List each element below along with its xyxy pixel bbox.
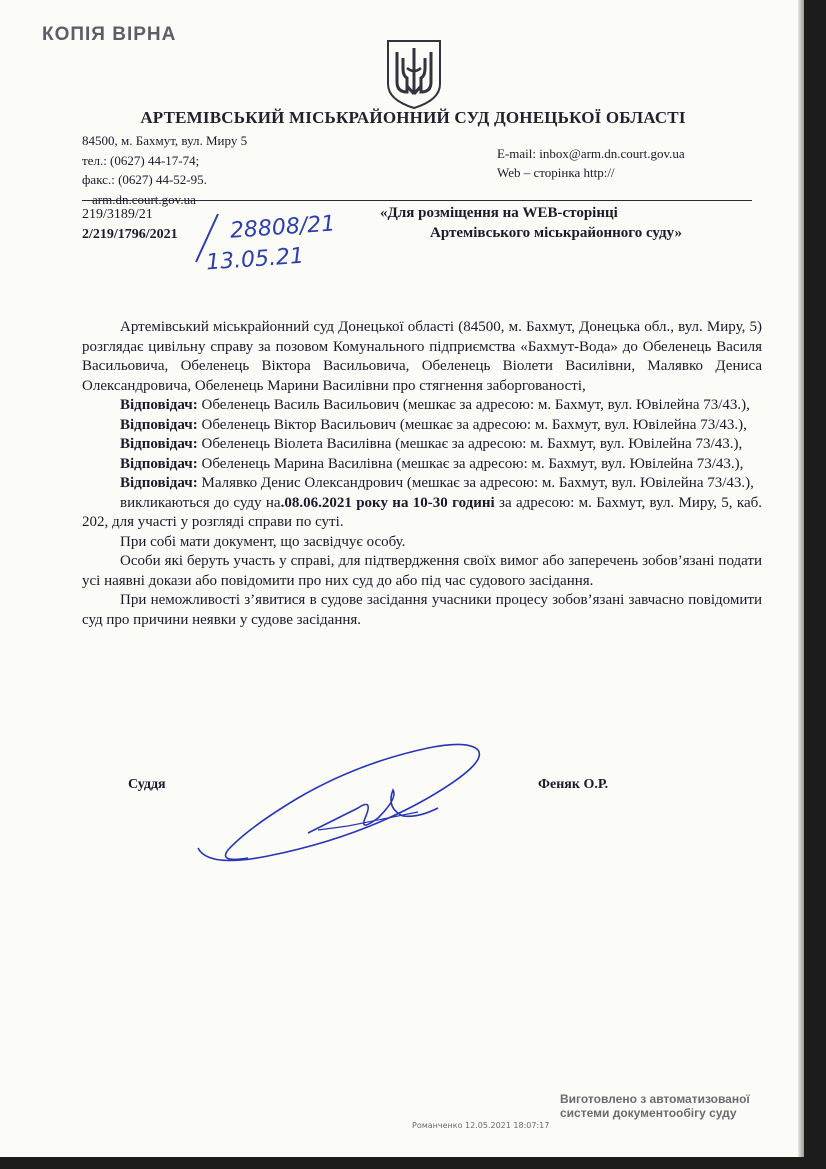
copy-stamp: КОПІЯ ВІРНА [42, 24, 177, 45]
handwritten-registration [203, 209, 338, 278]
web-note-line1: «Для розміщення на WEB-сторінці [380, 205, 618, 221]
court-email: E-mail: inbox@arm.dn.court.gov.ua [497, 146, 685, 161]
document-body [82, 318, 762, 630]
intro-paragraph: Артемівський міськрайонний суд Донецької області (84500, м. Бахмут, Донецька обл., вул. Миру, 5) розглядає цивільну справу за позовом Комунального підприємства «Бахмут-Вода» до Обеленець Василя Васильовича, Обеленець Віктора Васильовича, Обеленець Віолети Василівни, Малявко Дениса Олександровича, Обеленець Марини Василівни про стягнення заборгованості, [82, 319, 762, 394]
court-fax: факс.: (0627) 44-52-95. [82, 172, 207, 187]
respondent-text: Малявко Денис Олександрович (мешкає за адресою: м. Бахмут, вул. Ювілейна 73/43.), [201, 475, 754, 491]
coat-of-arms-icon [385, 38, 443, 110]
web-note-line2: Артемівського міськрайонного суду» [430, 225, 682, 241]
court-name: АРТЕМІВСЬКИЙ МІСЬКРАЙОННИЙ СУД ДОНЕЦЬКОЇ ОБЛАСТІ [140, 108, 686, 127]
respondent-text: Обеленець Василь Васильович (мешкає за адресою: м. Бахмут, вул. Ювілейна 73/43.), [201, 397, 750, 413]
case-number: 219/3189/21 [82, 207, 153, 222]
proceeding-number: 2/219/1796/2021 [82, 227, 178, 242]
court-phone: тел.: (0627) 44-17-74; [82, 152, 200, 168]
respondent-label: Відповідач: [120, 436, 198, 452]
respondent-text: Обеленець Марина Василівна (мешкає за адресою: м. Бахмут, вул. Ювілейна 73/43.), [201, 455, 744, 472]
judge-role: Суддя [128, 777, 166, 792]
court-contacts-right [497, 144, 777, 182]
handwritten-date: 13.05.21 [205, 243, 305, 276]
document-requirement: При собі мати документ, що засвідчує особу. [120, 533, 406, 550]
court-contacts-left [82, 131, 382, 209]
respondent-paragraph [82, 435, 762, 455]
summons-date: .08.06.2021 року на 10-30 годині [280, 494, 495, 511]
absence-paragraph: При неможливості з’явитися в судове засідання учасники процесу зобов’язані завчасно повідомити суд про причини неявки у судове засідання. [82, 592, 762, 628]
scan-edge-right [804, 0, 826, 1169]
respondent-text: Обеленець Віктор Васильович (мешкає за адресою: м. Бахмут, вул. Ювілейна 73/43.), [201, 416, 747, 433]
respondent-label: Відповідач: [120, 455, 198, 472]
footer-meta: Романченко 12.05.2021 18:07:17 [412, 1121, 550, 1130]
header-divider [82, 200, 752, 201]
court-web: Web – сторінка http:// [497, 165, 615, 180]
respondent-paragraph [82, 396, 762, 416]
handwritten-out-number: 28808/21 [229, 211, 337, 244]
respondent-label: Відповідач: [120, 416, 198, 433]
respondent-paragraph [82, 455, 762, 475]
summons-pre: викликаються до суду на [120, 494, 281, 511]
respondent-paragraph [82, 474, 762, 494]
respondent-text: Обеленець Віолета Василівна (мешкає за адресою: м. Бахмут, вул. Ювілейна 73/43.), [201, 436, 743, 452]
court-site: arm.dn.court.gov.ua [92, 191, 196, 207]
respondent-paragraph [82, 416, 762, 436]
scan-edge-bottom [0, 1157, 826, 1169]
evidence-paragraph: Особи які беруть участь у справі, для підтвердження своїх вимог або заперечень зобов’язані подати усі наявні докази або повідомити про них суд до або під час судового засідання. [82, 553, 762, 589]
summons-post: за адресою: м. Бахмут, вул. Миру, 5, каб. 202, для участі у розгляді справи по суті. [82, 494, 762, 530]
respondent-label: Відповідач: [120, 475, 198, 491]
registry-numbers [82, 205, 178, 245]
respondent-label: Відповідач: [120, 397, 198, 413]
web-publication-note [380, 203, 740, 243]
judge-name: Феняк О.Р. [538, 777, 609, 792]
court-address: 84500, м. Бахмут, вул. Миру 5 [82, 133, 248, 148]
summons-paragraph [82, 494, 762, 533]
autodoc-stamp: Виготовлено з автоматизованої системи документообігу суду [560, 1092, 750, 1120]
signature-scribble [188, 738, 508, 868]
